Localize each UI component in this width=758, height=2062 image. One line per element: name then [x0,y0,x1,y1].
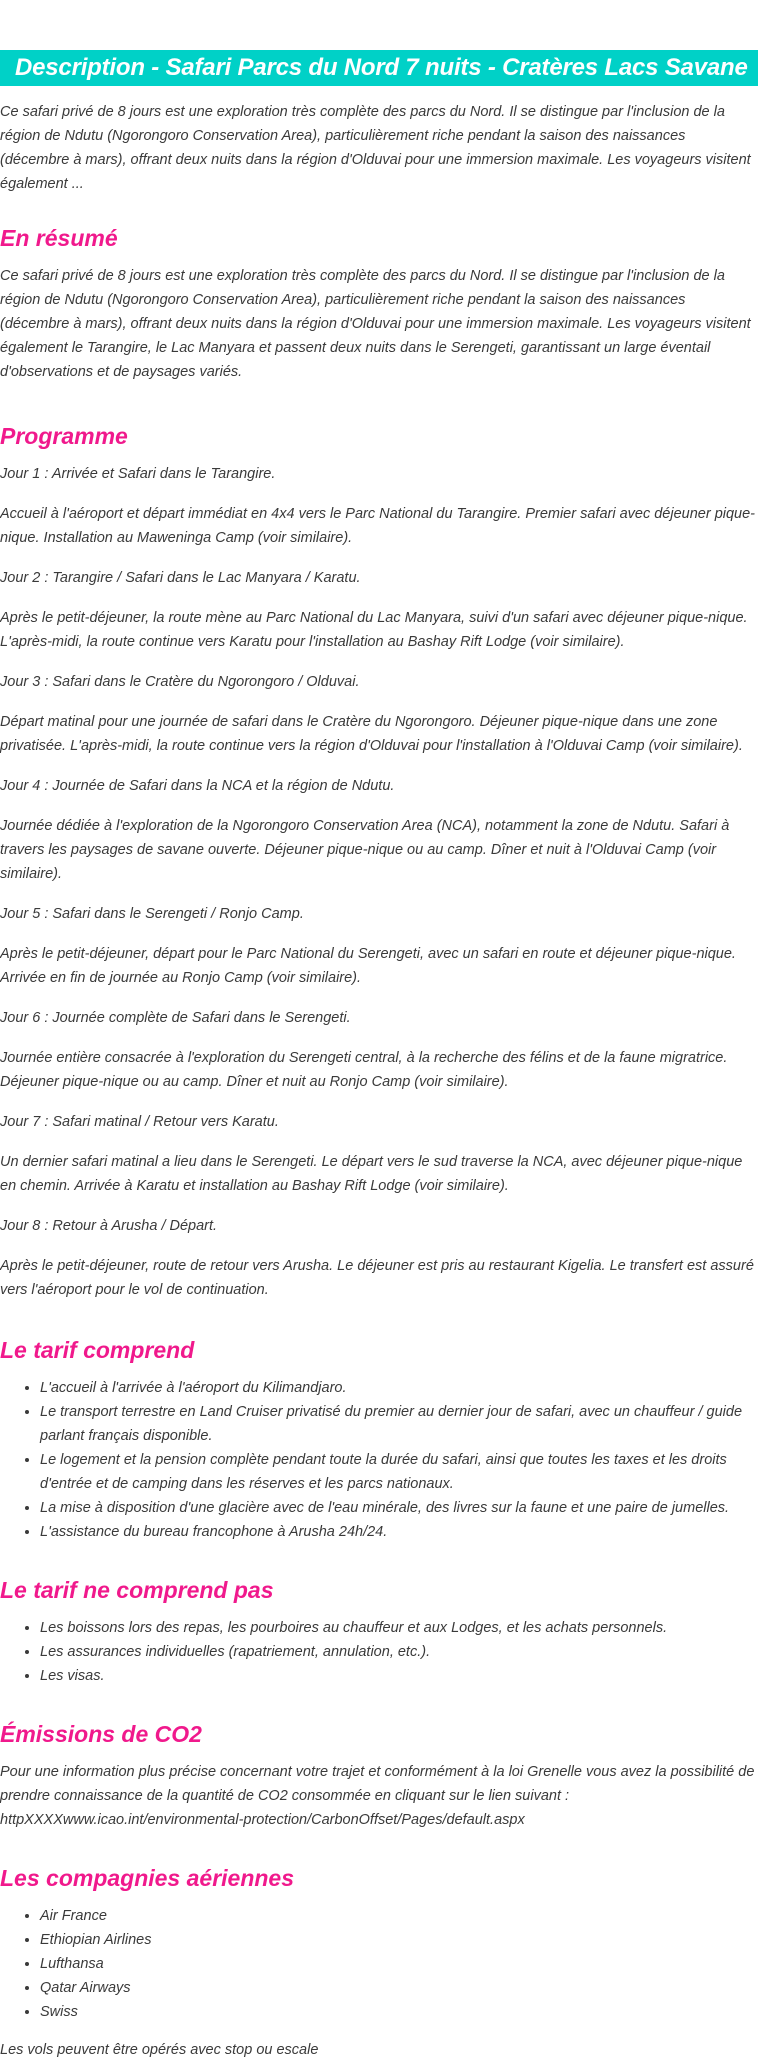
list-item: • Lufthansa [40,1952,756,1976]
programme-heading: Programme [0,423,128,449]
main-content [0,100,758,2062]
list-item: • Qatar Airways [40,1976,756,2000]
compagnies-heading: Les compagnies aériennes [0,1865,295,1891]
resume-heading: En résumé [0,225,118,251]
compagnies-footnote: Les vols peuvent être opérés avec stop ou escale [0,2042,319,2058]
list-item: • Swiss [40,2000,756,2024]
tarif-non-comprend-list [0,1616,756,1688]
compagnies-section [0,1864,756,2062]
list-item: • Les boissons lors des repas, les pourboires au chauffeur et aux Lodges, et les achats personnels. [40,1616,756,1640]
tarif-comprend-list [0,1376,756,1544]
day-title: Jour 4 : Journée de Safari dans la NCA et la région de Ndutu. [0,778,395,794]
programme-section [0,422,756,1302]
day-description: Après le petit-déjeuner, la route mène au Parc National du Lac Manyara, suivi d'un safari avec déjeuner pique-nique. L'après-midi, la route continue vers Karatu pour l'installation au Bashay Rift Lodge (voir similaire). [0,610,748,650]
resume-section [0,224,756,384]
day-description: Journée dédiée à l'exploration de la Ngorongoro Conservation Area (NCA), notamment la zone de Ndutu. Safari à travers les paysages de savane ouverte. Déjeuner pique-nique ou au camp. Dîner et nuit à l'Olduvai Camp (voir similaire). [0,818,730,882]
intro-text: Ce safari privé de 8 jours est une exploration très complète des parcs du Nord. Il se distingue par l'inclusion de la région de Ndutu (Ngorongoro Conservation Area), particulièrement riche pendant la saison des naissances (décembre à mars), offrant deux nuits dans la région d'Olduvai pour une immersion maximale. Les voyageurs visitent également ... [0,104,751,192]
day-title: Jour 1 : Arrivée et Safari dans le Tarangire. [0,466,276,482]
list-item: • La mise à disposition d'une glacière avec de l'eau minérale, des livres sur la faune et une paire de jumelles. [40,1496,756,1520]
co2-section [0,1720,756,1832]
co2-heading: Émissions de CO2 [0,1721,202,1747]
day-description: Après le petit-déjeuner, route de retour vers Arusha. Le déjeuner est pris au restaurant Kigelia. Le transfert est assuré vers l'aéroport pour le vol de continuation. [0,1258,754,1298]
tarif-non-comprend-heading: Le tarif ne comprend pas [0,1577,274,1603]
list-item: • L'accueil à l'arrivée à l'aéroport du Kilimandjaro. [40,1376,756,1400]
day-title: Jour 3 : Safari dans le Cratère du Ngorongoro / Olduvai. [0,674,360,690]
title-banner [0,50,758,86]
day-description: Départ matinal pour une journée de safari dans le Cratère du Ngorongoro. Déjeuner pique-nique dans une zone privatisée. L'après-midi, la route continue vers la région d'Olduvai pour l'installation à l'Olduvai Camp (voir similaire). [0,714,743,754]
day-title: Jour 2 : Tarangire / Safari dans le Lac Manyara / Karatu. [0,570,361,586]
day-description: Un dernier safari matinal a lieu dans le Serengeti. Le départ vers le sud traverse la NCA, avec déjeuner pique-nique en chemin. Arrivée à Karatu et installation au Bashay Rift Lodge (voir similaire). [0,1154,743,1194]
compagnies-list [0,1904,756,2024]
list-item: • Le transport terrestre en Land Cruiser privatisé du premier au dernier jour de safari, avec un chauffeur / guide parlant français disponible. [40,1400,756,1448]
day-title: Jour 5 : Safari dans le Serengeti / Ronjo Camp. [0,906,304,922]
list-item: • Les visas. [40,1664,756,1688]
resume-text: Ce safari privé de 8 jours est une exploration très complète des parcs du Nord. Il se distingue par l'inclusion de la région de Ndutu (Ngorongoro Conservation Area), particulièrement riche pendant la saison des naissances (décembre à mars), offrant deux nuits dans la région d'Olduvai pour une immersion maximale. Les voyageurs visitent également le Tarangire, le Lac Manyara et passent deux nuits dans le Serengeti, garantissant un large éventail d'observations et de paysages variés. [0,268,751,380]
co2-text: Pour une information plus précise concernant votre trajet et conformément à la loi Grenelle vous avez la possibilité de prendre connaissance de la quantité de CO2 consommée en cliquant sur le lien suivant : httpXXXXwww.icao.int/environmental-protection/CarbonOffset/Pages/default.aspx [0,1764,755,1828]
day-description: Accueil à l'aéroport et départ immédiat en 4x4 vers le Parc National du Tarangire. Premier safari avec déjeuner pique-nique. Installation au Maweninga Camp (voir similaire). [0,506,756,546]
list-item: • Le logement et la pension complète pendant toute la durée du safari, ainsi que toutes les taxes et les droits d'entrée et de camping dans les réserves et les parcs nationaux. [40,1448,756,1496]
day-description: Journée entière consacrée à l'exploration du Serengeti central, à la recherche des félins et de la faune migratrice. Déjeuner pique-nique ou au camp. Dîner et nuit au Ronjo Camp (voir similaire). [0,1050,728,1090]
tarif-comprend-section [0,1336,756,1544]
day-description: Après le petit-déjeuner, départ pour le Parc National du Serengeti, avec un safari en route et déjeuner pique-nique. Arrivée en fin de journée au Ronjo Camp (voir similaire). [0,946,736,986]
tarif-non-comprend-section [0,1576,756,1688]
tarif-comprend-heading: Le tarif comprend [0,1337,195,1363]
list-item: • L'assistance du bureau francophone à Arusha 24h/24. [40,1520,756,1544]
list-item: • Les assurances individuelles (rapatriement, annulation, etc.). [40,1640,756,1664]
day-title: Jour 6 : Journée complète de Safari dans le Serengeti. [0,1010,351,1026]
day-title: Jour 8 : Retour à Arusha / Départ. [0,1218,218,1234]
page-title: Description - Safari Parcs du Nord 7 nuits - Cratères Lacs Savane [15,54,748,81]
list-item: • Ethiopian Airlines [40,1928,756,1952]
day-title: Jour 7 : Safari matinal / Retour vers Karatu. [0,1114,279,1130]
list-item: • Air France [40,1904,756,1928]
